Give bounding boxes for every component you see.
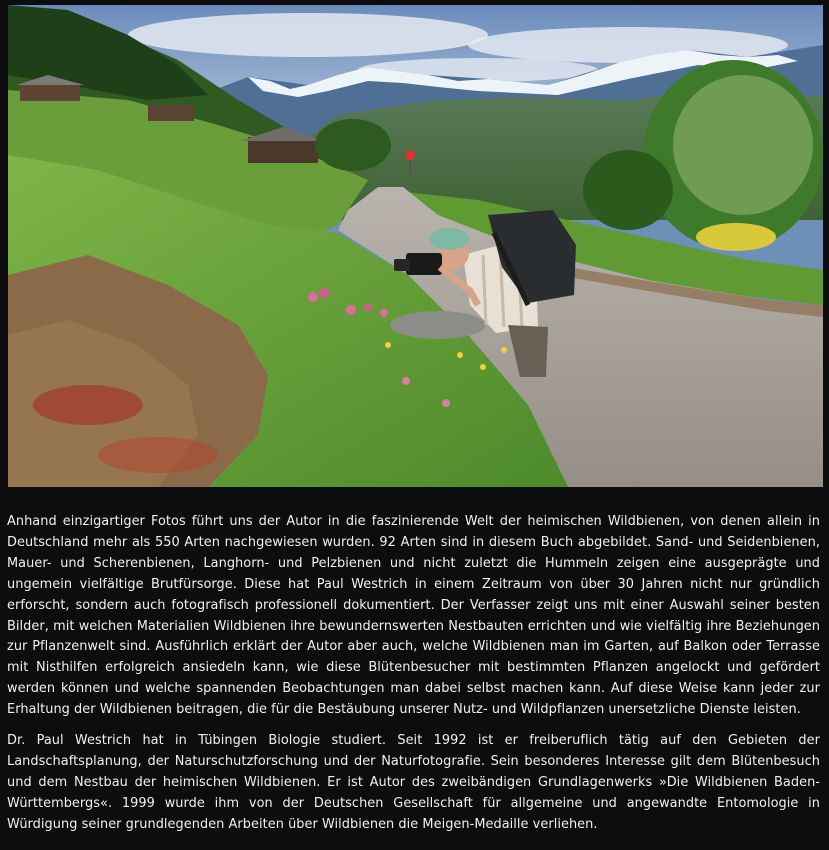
photographer-illustration [8,5,823,487]
cloud [128,13,488,57]
camera-lens [394,259,410,271]
author-bio-paragraph: Dr. Paul Westrich hat in Tübingen Biologie studiert. Seit 1992 ist er freiberuflich tätig auf den Gebieten der Landschaftsplanung, der Naturschutzforschung und der Naturfotografie. Sein besonderes Interesse gilt dem Blütenbesuch und dem Nestbau der heimischen Wildbienen. Er ist Autor des zweibändigen Grundlagenwerks »Die Wildbienen Baden-Württembergs«. 1999 wurde ihm von der Deutschen Gesellschaft für allgemeine und angewandte Entomologie in Würdigung seiner grundlegenden Arbeiten über Wildbienen die Meigen-Medaille verliehen. [7,733,820,832]
cover-photo [8,5,823,487]
photographer-legs [390,311,486,339]
tree-blossom [673,75,813,215]
red-moss [98,437,218,473]
red-moss [33,385,143,425]
road-sign [405,150,415,160]
house [148,105,194,121]
description-paragraph: Anhand einzigartiger Fotos führt uns der Autor in die faszinierende Welt der heimischen Wildbienen, von denen allein in Deutschland mehr als 550 Arten nachgewiesen wurden. 92 Arten sind in diesem Buch abgebildet. Sand- und Seidenbienen, Mauer- und Scherenbienen, Langhorn- und Pelzbienen und nicht zuletzt die Hummeln zeigen eine ausgeprägte und ungemein vielfältige Brutfürsorge. Diese hat Paul Westrich in einem Zeitraum von über 30 Jahren nicht nur gründlich erforscht, sondern auch fotografisch professionell dokumentiert. Der Verfasser zeigt uns mit einer Auswahl seiner besten Bilder, mit welchen Materialien Wildbienen ihre bewundernswerten Nestbauten errichten und wie vielfältig ihre Beziehungen zur Pflanzenwelt sind. Ausführlich erklärt der Autor aber auch, welche Wildbienen man im Garten, auf Balkon oder Terrasse mit Nisthilfen erfolgreich ansiedeln kann, wie diese Blütenbesucher mit bestimmten Pflanzen angelockt und gefördert werden können und welche spannenden Beobachtungen man dabei selbst machen kann. Auf diese Weise kann jeder zur Erhaltung der Wildbienen beitragen, die für die Bestäubung unserer Nutz- und Wildpflanzen unersetzliche Dienste leisten. [7,514,820,718]
tree [315,119,391,171]
camera [406,253,442,275]
description-text [7,512,820,836]
house [20,83,80,101]
photographer-cap [429,228,469,250]
yellow-shrub [696,223,776,251]
tree-dark [583,150,673,230]
